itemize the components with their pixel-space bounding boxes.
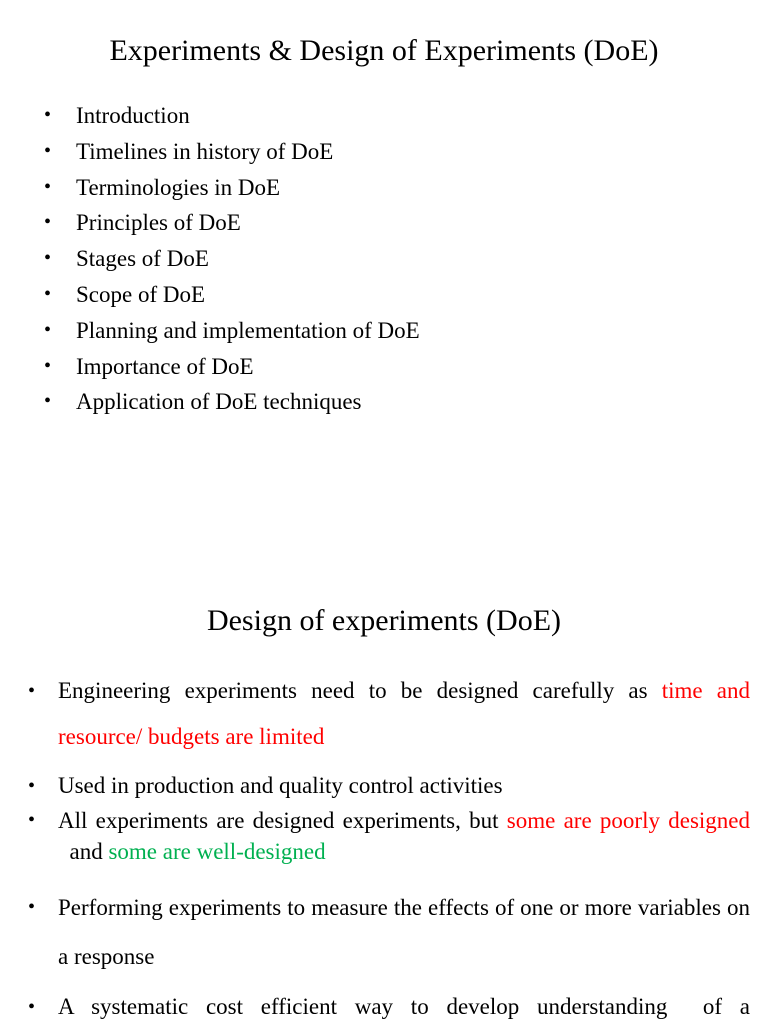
bullet-icon: • [44,318,52,341]
list-item [44,170,420,206]
list-item [44,313,420,349]
highlight-green-text: some are well-designed [108,839,326,864]
bullet-icon: • [28,996,36,1018]
contents-list [44,98,420,420]
bullet-text [58,668,750,760]
list-item [44,205,420,241]
bullet-icon: • [28,896,36,918]
highlight-red-text: time and resource/ budgets are limited [58,678,750,749]
list-item-label: Principles of DoE [76,210,241,236]
bullet-point [28,668,750,760]
bullet-icon: • [28,680,36,702]
bullet-icon: • [44,104,52,126]
bullet-icon: • [28,775,36,797]
bullet-point [28,805,750,867]
slide-title: Design of experiments (DoE) [206,604,562,637]
list-item-label: Stages of DoE [76,246,209,272]
list-item-label: Planning and implementation of DoE [76,317,420,343]
bullet-icon: • [44,390,52,413]
list-item-label: Application of DoE techniques [76,389,362,415]
list-item-label: Scope of DoE [76,281,206,307]
bullet-icon: • [28,809,36,831]
bullet-icon: • [44,139,52,162]
bullet-icon: • [44,175,52,198]
highlight-red-text: some are poorly designed [506,808,750,833]
bullet-icon: • [44,282,52,305]
bullet-text: Performing experiments to measure the effects of one or more variables on a response [58,895,750,969]
slide-title: Experiments & Design of Experiments (DoE) [109,34,659,67]
text-span: All experiments are designed experiments, but [58,808,507,833]
bullet-icon: • [44,247,52,270]
text-span: Engineering experiments need to be designed carefully as [58,678,662,703]
bullet-text: A systematic cost efficient way to develop understanding of a [58,994,750,1019]
list-item [44,277,420,313]
list-item-label: Timelines in history of DoE [76,138,334,164]
slide-doe-overview [0,560,768,1024]
bullet-text [58,805,750,867]
text-span: and [58,839,109,864]
list-item [44,98,420,134]
list-item [44,134,420,170]
bullet-icon: • [44,211,52,234]
list-item-label: Introduction [76,103,190,128]
bullet-text: Used in production and quality control activities [58,773,503,798]
bullet-icon: • [44,354,52,377]
bullet-point [28,883,750,981]
bullet-point [28,770,750,802]
list-item-label: Terminologies in DoE [76,174,281,200]
bullet-point [28,991,750,1023]
list-item [44,241,420,277]
list-item [44,349,420,385]
list-item [44,384,420,420]
list-item-label: Importance of DoE [76,353,254,379]
